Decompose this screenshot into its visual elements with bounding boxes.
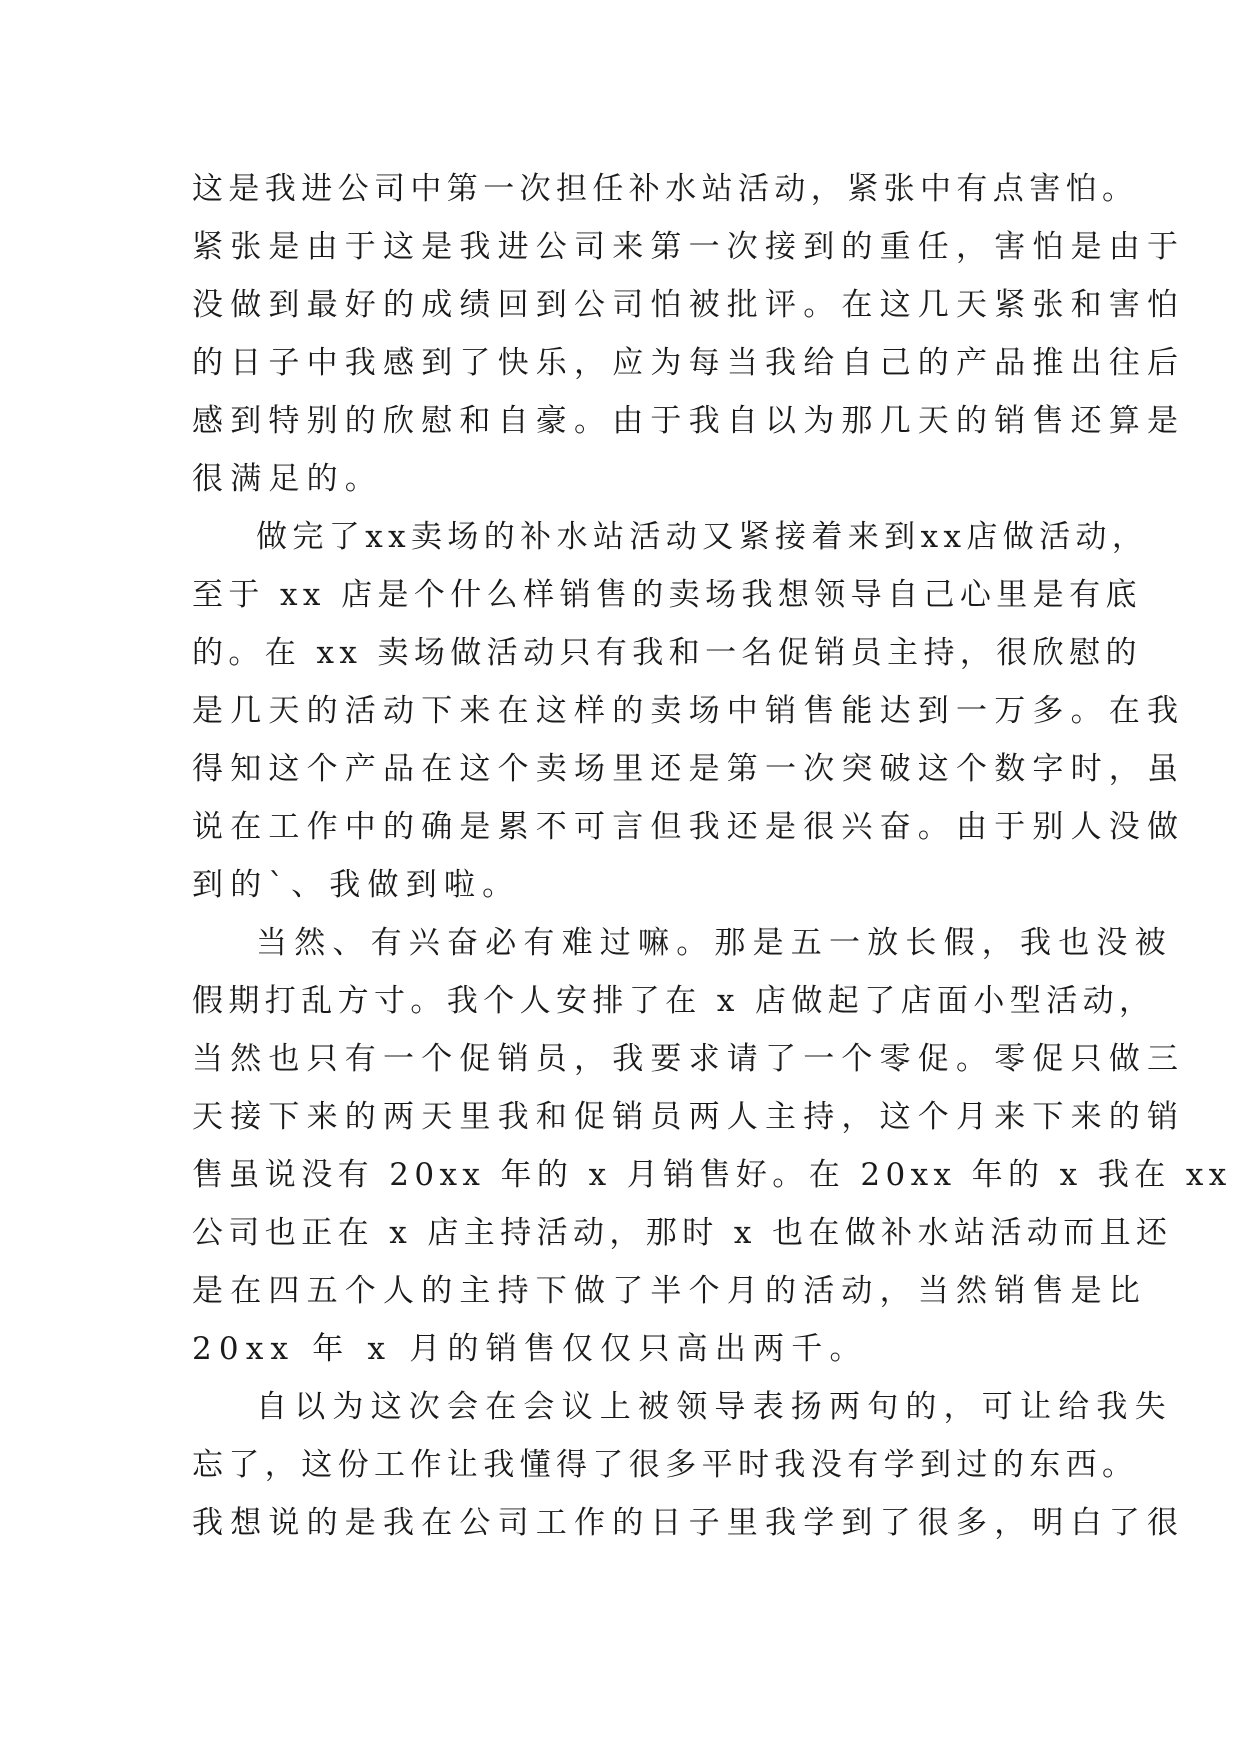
text-line: 假期打乱方寸。我个人安排了在 x 店做起了店面小型活动， — [192, 983, 1156, 1019]
text-line: 的日子中我感到了快乐，应为每当我给自己的产品推出往后 — [192, 345, 1186, 381]
text-line: 公司也正在 x 店主持活动，那时 x 也在做补水站活动而且还 — [192, 1215, 1173, 1251]
text-line: 售虽说没有 20xx 年的 x 月销售好。在 20xx 年的 x 我在 xx — [192, 1157, 1232, 1193]
text-line: 的。在 xx 卖场做活动只有我和一名促销员主持，很欣慰的 — [192, 635, 1142, 671]
text-line: 是几天的活动下来在这样的卖场中销售能达到一万多。在我 — [192, 693, 1186, 729]
paragraph-first-line: 做完了xx卖场的补水站活动又紧接着来到xx店做活动， — [256, 519, 1149, 555]
text-line: 这是我进公司中第一次担任补水站活动，紧张中有点害怕。 — [192, 171, 1139, 207]
text-line: 紧张是由于这是我进公司来第一次接到的重任，害怕是由于 — [192, 229, 1186, 265]
text-line: 到的`、我做到啦。 — [192, 867, 521, 903]
text-line: 我想说的是我在公司工作的日子里我学到了很多，明白了很 — [192, 1505, 1186, 1541]
text-line: 很满足的。 — [192, 461, 383, 497]
text-line: 至于 xx 店是个什么样销售的卖场我想领导自己心里是有底 — [192, 577, 1142, 613]
text-line: 得知这个产品在这个卖场里还是第一次突破这个数字时，虽 — [192, 751, 1186, 787]
text-line: 20xx 年 x 月的销售仅仅只高出两千。 — [192, 1331, 868, 1367]
text-line: 是在四五个人的主持下做了半个月的活动，当然销售是比 — [192, 1273, 1147, 1309]
text-line: 天接下来的两天里我和促销员两人主持，这个月来下来的销 — [192, 1099, 1186, 1135]
text-line: 说在工作中的确是累不可言但我还是很兴奋。由于别人没做 — [192, 809, 1186, 845]
paragraph-first-line: 自以为这次会在会议上被领导表扬两句的，可让给我失 — [256, 1389, 1173, 1425]
paragraph-first-line: 当然、有兴奋必有难过嘛。那是五一放长假，我也没被 — [256, 925, 1173, 961]
text-line: 没做到最好的成绩回到公司怕被批评。在这几天紧张和害怕 — [192, 287, 1186, 323]
text-line: 当然也只有一个促销员，我要求请了一个零促。零促只做三 — [192, 1041, 1186, 1077]
text-line: 感到特别的欣慰和自豪。由于我自以为那几天的销售还算是 — [192, 403, 1186, 439]
document-body — [192, 160, 1232, 1552]
text-line: 忘了，这份工作让我懂得了很多平时我没有学到过的东西。 — [192, 1447, 1139, 1483]
